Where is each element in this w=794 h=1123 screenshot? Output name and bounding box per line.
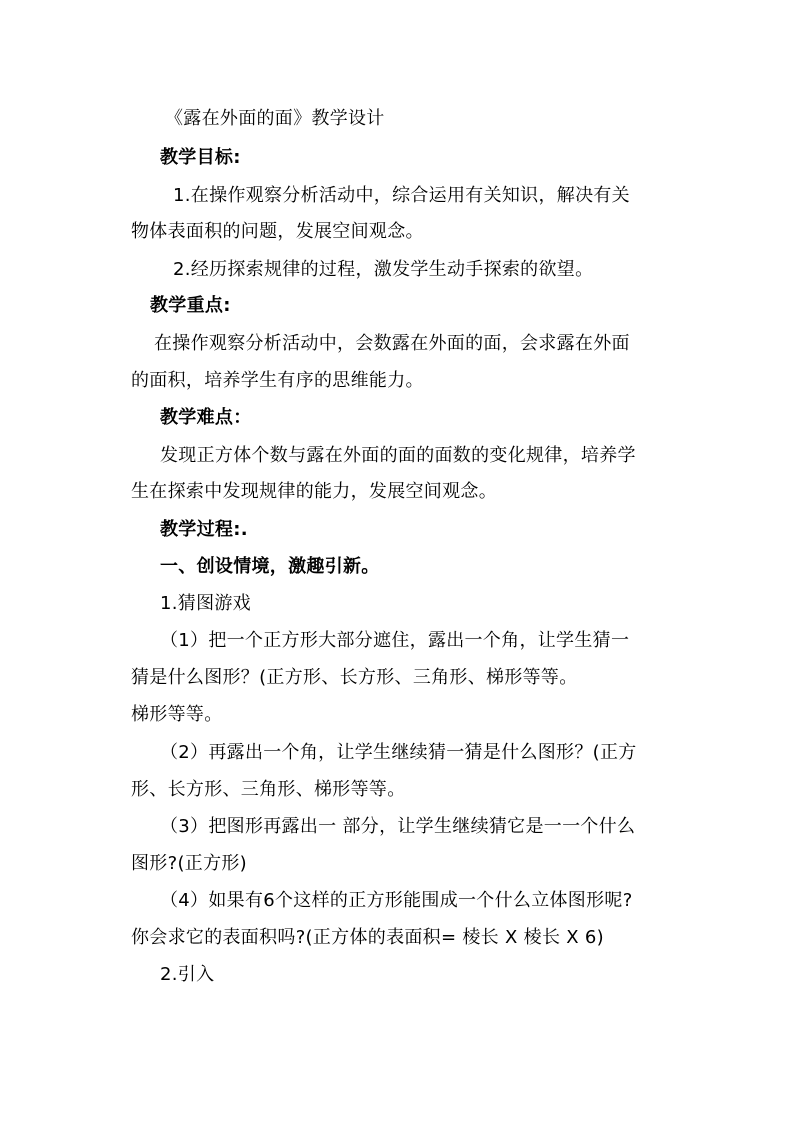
key-points-line-1: 在操作观察分析活动中，会数露在外面的面，会求露在外面 xyxy=(154,333,630,354)
step-4-line-1: （4）如果有6个这样的正方形能围成一个什么立体图形呢? xyxy=(160,890,633,911)
step-4-line-2: 你会求它的表面积吗?(正方体的表面积= 棱长 X 棱长 X 6) xyxy=(131,927,605,948)
step-1-line-3: 梯形等等。 xyxy=(131,704,223,725)
key-points-line-2: 的面积，培养学生有序的思维能力。 xyxy=(131,370,424,391)
step-3-line-2: 图形?(正方形) xyxy=(131,853,247,874)
subsection-1-title: 1.猜图游戏 xyxy=(160,593,251,614)
step-2-line-2: 形、长方形、三角形、梯形等等。 xyxy=(131,779,406,800)
objective-2: 2.经历探索规律的过程，激发学生动手探索的欲望。 xyxy=(173,259,594,280)
difficulties-line-1: 发现正方体个数与露在外面的面的面数的变化规律，培养学 xyxy=(160,445,636,466)
objectives-heading: 教学目标: xyxy=(160,147,241,168)
step-2-line-1: （2）再露出一个角，让学生继续猜一猜是什么图形？(正方 xyxy=(160,742,637,763)
step-1-line-2: 猜是什么图形？(正方形、长方形、三角形、梯形等等。 xyxy=(131,667,578,688)
step-1-line-1: （1）把一个正方形大部分遮住，露出一个角，让学生猜一 xyxy=(160,630,630,651)
section-1-heading: 一、创设情境，激趣引新。 xyxy=(160,556,380,577)
difficulties-heading: 教学难点： xyxy=(160,407,252,428)
key-points-heading: 教学重点: xyxy=(150,295,231,316)
difficulties-line-2: 生在探索中发现规律的能力，发展空间观念。 xyxy=(131,481,497,502)
step-3-line-1: （3）把图形再露出一 部分，让学生继续猜它是一一个什么 xyxy=(160,816,636,837)
objective-1-line-2: 物体表面积的问题，发展空间观念。 xyxy=(131,221,424,242)
subsection-2-title: 2.引入 xyxy=(160,964,215,985)
objective-1-line-1: 1.在操作观察分析活动中，综合运用有关知识，解决有关 xyxy=(173,185,630,206)
process-heading: 教学过程:. xyxy=(160,519,248,540)
document-title: 《露在外面的面》教学设计 xyxy=(165,108,385,129)
